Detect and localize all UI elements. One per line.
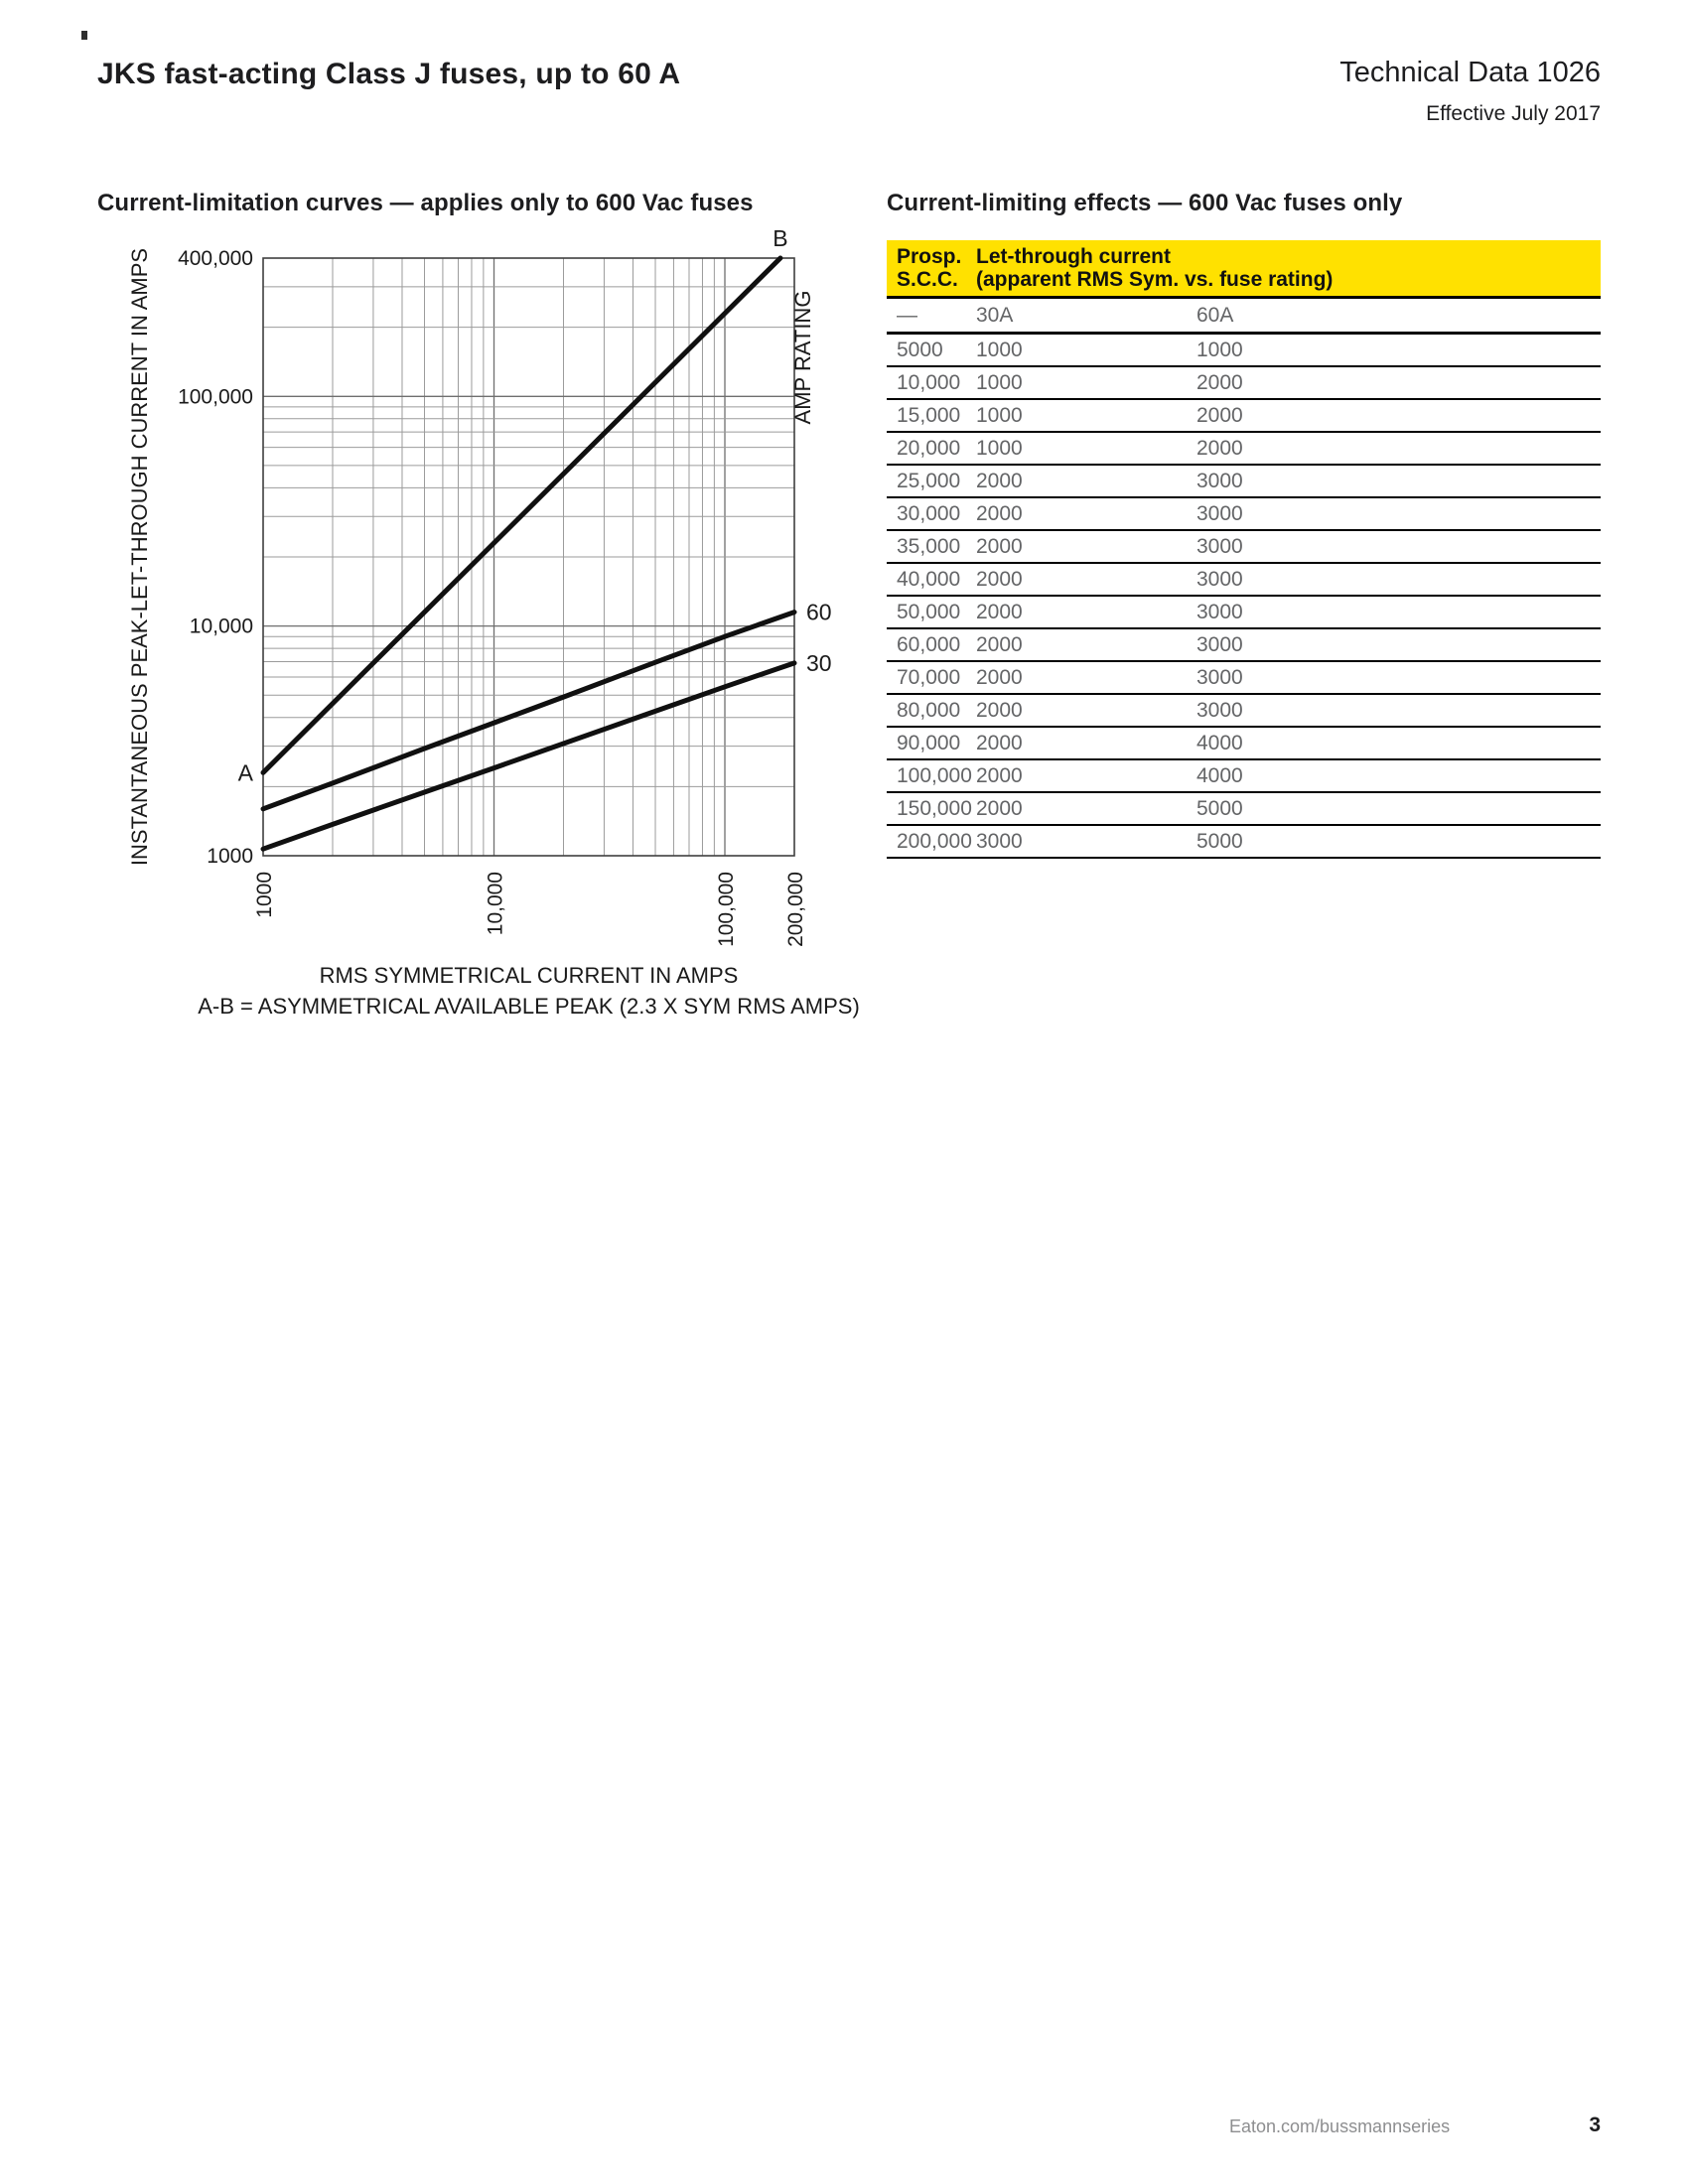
let-through-label-line1: Let-through current [976, 245, 1171, 268]
table-cell: 3000 [1196, 632, 1243, 656]
table-cell: 3000 [1196, 469, 1243, 492]
table-cell: 2000 [976, 501, 1023, 525]
corner-artifact-mark [81, 31, 87, 40]
current-limitation-chart [60, 169, 894, 1042]
chart-section-title: Current-limitation curves — applies only to 600 Vac fuses [97, 190, 754, 216]
table-cell: 3000 [1196, 665, 1243, 689]
table-row [887, 433, 1601, 466]
prosp-scc-label-line1: Prosp. [897, 245, 962, 268]
prosp-scc-label-line2: S.C.C. [897, 268, 958, 291]
table-cell: 3000 [1196, 698, 1243, 722]
right-axis-label: AMP RATING [790, 290, 815, 425]
table-row [887, 760, 1601, 793]
table-cell: 3000 [1196, 567, 1243, 591]
series-start-label: A [237, 759, 253, 786]
document-reference: Technical Data 1026 [1339, 57, 1601, 88]
table-cell: 2000 [1196, 403, 1243, 427]
table-header-col2 [976, 245, 1601, 291]
x-axis-note: A-B = ASYMMETRICAL AVAILABLE PEAK (2.3 X SYM RMS AMPS) [198, 994, 860, 1019]
table-cell: 1000 [1196, 338, 1243, 361]
table-cell: 25,000 [897, 469, 961, 492]
table-header-band [887, 240, 1601, 299]
page-title: JKS fast-acting Class J fuses, up to 60 A [97, 58, 681, 90]
table-cell: 2000 [976, 632, 1023, 656]
x-tick-label: 1000 [253, 872, 276, 918]
table-cell: 5000 [897, 338, 943, 361]
table-cell: 30,000 [897, 501, 961, 525]
table-row [887, 728, 1601, 760]
table-row [887, 498, 1601, 531]
table-cell: 2000 [976, 698, 1023, 722]
table-cell: 1000 [976, 338, 1023, 361]
table-column-header-row [887, 299, 1601, 335]
table-cell: 1000 [976, 370, 1023, 394]
x-tick-label: 200,000 [784, 872, 807, 947]
table-cell: 20,000 [897, 436, 961, 460]
table-cell: 1000 [976, 403, 1023, 427]
table-cell: 2000 [1196, 436, 1243, 460]
table-cell: 3000 [1196, 600, 1243, 623]
series-end-label: 60 [806, 599, 832, 625]
table-cell: 2000 [976, 567, 1023, 591]
table-row [887, 400, 1601, 433]
table-cell: 100,000 [897, 763, 972, 787]
table-row [887, 826, 1601, 859]
table-cell: 2000 [976, 763, 1023, 787]
column-header-prospective: — [897, 303, 917, 327]
table-cell: 40,000 [897, 567, 961, 591]
x-tick-label: 10,000 [484, 872, 507, 936]
column-header-30a: 30A [976, 303, 1014, 327]
table-cell: 15,000 [897, 403, 961, 427]
table-row [887, 629, 1601, 662]
footer-url: Eaton.com/bussmannseries [1229, 2116, 1451, 2136]
table-row [887, 597, 1601, 629]
table-cell: 3000 [976, 829, 1023, 853]
series-end-label: B [773, 225, 788, 251]
table-row [887, 695, 1601, 728]
column-header-60a: 60A [1196, 303, 1234, 327]
table-cell: 35,000 [897, 534, 961, 558]
table-row [887, 662, 1601, 695]
table-body [887, 335, 1601, 859]
table-cell: 1000 [976, 436, 1023, 460]
table-cell: 3000 [1196, 501, 1243, 525]
table-cell: 5000 [1196, 829, 1243, 853]
table-row [887, 564, 1601, 597]
table-cell: 90,000 [897, 731, 961, 754]
x-axis-title: RMS SYMMETRICAL CURRENT IN AMPS [319, 963, 739, 988]
table-row [887, 531, 1601, 564]
y-tick-label: 1000 [207, 845, 253, 868]
table-row [887, 367, 1601, 400]
table-cell: 2000 [976, 534, 1023, 558]
series-end-label: 30 [806, 649, 832, 676]
x-tick-label: 100,000 [715, 872, 739, 947]
table-row [887, 466, 1601, 498]
table-cell: 2000 [976, 469, 1023, 492]
current-limiting-effects-table [887, 240, 1601, 859]
table-cell: 10,000 [897, 370, 961, 394]
page-number: 3 [1589, 2114, 1601, 2136]
table-cell: 2000 [976, 665, 1023, 689]
table-cell: 200,000 [897, 829, 972, 853]
table-header-col1 [887, 245, 976, 291]
table-cell: 70,000 [897, 665, 961, 689]
effective-date: Effective July 2017 [1426, 102, 1601, 125]
table-row [887, 793, 1601, 826]
table-cell: 2000 [1196, 370, 1243, 394]
table-cell: 4000 [1196, 763, 1243, 787]
y-tick-label: 100,000 [178, 385, 253, 409]
table-cell: 60,000 [897, 632, 961, 656]
table-cell: 3000 [1196, 534, 1243, 558]
y-axis-title: INSTANTANEOUS PEAK-LET-THROUGH CURRENT IN AMPS [127, 247, 152, 867]
table-section-title: Current-limiting effects — 600 Vac fuses only [887, 190, 1403, 216]
table-row [887, 335, 1601, 367]
table-cell: 2000 [976, 600, 1023, 623]
table-cell: 150,000 [897, 796, 972, 820]
y-tick-label: 10,000 [189, 614, 253, 638]
table-cell: 2000 [976, 796, 1023, 820]
let-through-label-line2: (apparent RMS Sym. vs. fuse rating) [976, 268, 1334, 291]
table-cell: 2000 [976, 731, 1023, 754]
y-tick-label: 400,000 [178, 247, 253, 270]
table-cell: 80,000 [897, 698, 961, 722]
table-cell: 4000 [1196, 731, 1243, 754]
table-cell: 50,000 [897, 600, 961, 623]
table-cell: 5000 [1196, 796, 1243, 820]
